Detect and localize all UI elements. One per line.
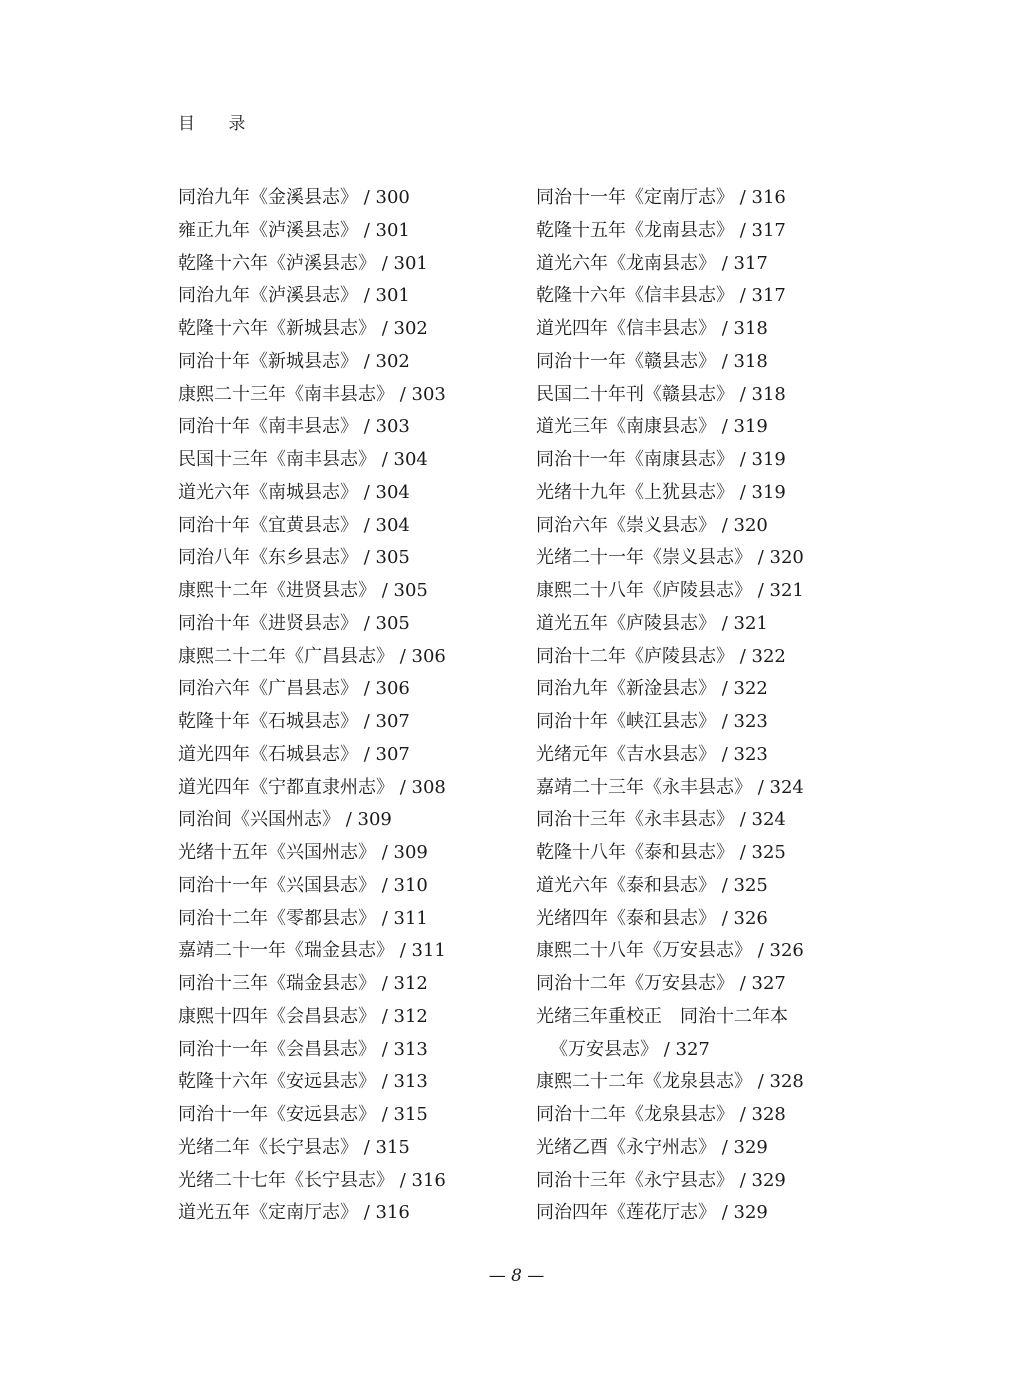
toc-entry: 同治十二年《庐陵县志》 / 322 [536,645,786,667]
toc-left-column [178,182,446,1230]
toc-entry: 康熙十四年《会昌县志》 / 312 [178,1005,428,1027]
toc-entry: 道光六年《南城县志》 / 304 [178,481,410,503]
toc-entry: 同治间《兴国州志》 / 309 [178,809,392,831]
toc-entry: 同治九年《新淦县志》 / 322 [536,678,768,700]
toc-entry: 道光六年《泰和县志》 / 325 [536,874,768,896]
toc-entry: 同治十二年《零都县志》 / 311 [178,907,428,929]
toc-entry: 道光四年《宁都直隶州志》 / 308 [178,776,446,798]
toc-entry: 雍正九年《泸溪县志》 / 301 [178,219,410,241]
toc-entry: 民国二十年刊《赣县志》 / 318 [536,383,786,405]
toc-entry: 同治六年《广昌县志》 / 306 [178,678,410,700]
toc-entry: 乾隆十八年《泰和县志》 / 325 [536,842,786,863]
toc-entry: 同治十年《进贤县志》 / 305 [178,612,410,634]
toc-entry: 同治十年《南丰县志》 / 303 [178,416,410,438]
toc-entry: 同治十一年《安远县志》 / 315 [178,1104,428,1125]
toc-entry: 道光四年《石城县志》 / 307 [178,743,410,765]
toc-entry: 同治十三年《瑞金县志》 / 312 [178,973,428,994]
toc-entry: 道光四年《信丰县志》 / 318 [536,318,768,339]
toc-entry: 同治十一年《定南厅志》 / 316 [536,187,786,208]
toc-entry: 康熙十二年《进贤县志》 / 305 [178,580,428,601]
toc-entry: 同治八年《东乡县志》 / 305 [178,547,410,569]
toc-entry: 同治十二年《万安县志》 / 327 [536,973,786,994]
toc-entry: 乾隆十五年《龙南县志》 / 317 [536,219,786,241]
toc-entry: 光绪二十一年《崇义县志》 / 320 [536,547,804,569]
toc-entry: 光绪十九年《上犹县志》 / 319 [536,481,786,503]
toc-entry: 道光五年《庐陵县志》 / 321 [536,612,768,634]
toc-entry: 同治九年《泸溪县志》 / 301 [178,285,410,307]
toc-entry: 同治四年《莲花厅志》 / 329 [536,1202,768,1224]
toc-entry: 乾隆十六年《安远县志》 / 313 [178,1071,428,1093]
toc-right-column [536,182,804,1230]
toc-entry: 道光六年《龙南县志》 / 317 [536,252,768,274]
toc-entry: 同治十一年《赣县志》 / 318 [536,350,768,372]
toc-entry: 康熙二十二年《龙泉县志》 / 328 [536,1071,804,1093]
toc-entry: 同治十一年《会昌县志》 / 313 [178,1038,428,1060]
toc-entry: 嘉靖二十三年《永丰县志》 / 324 [536,776,804,798]
toc-entry: 康熙二十八年《庐陵县志》 / 321 [536,580,804,601]
toc-entry: 同治十一年《南康县志》 / 319 [536,449,786,470]
toc-entry: 光绪四年《泰和县志》 / 326 [536,907,768,929]
toc-entry: 同治十三年《永丰县志》 / 324 [536,809,786,831]
toc-entry: 道光五年《定南厅志》 / 316 [178,1202,410,1224]
toc-entry: 同治六年《崇义县志》 / 320 [536,514,768,536]
toc-entry: 嘉靖二十一年《瑞金县志》 / 311 [178,940,446,962]
toc-entry: 乾隆十六年《泸溪县志》 / 301 [178,252,428,274]
toc-entry: 乾隆十六年《新城县志》 / 302 [178,318,428,339]
toc-entry: 光绪十五年《兴国州志》 / 309 [178,842,428,863]
toc-entry: 康熙二十二年《广昌县志》 / 306 [178,645,446,667]
toc-entry: 民国十三年《南丰县志》 / 304 [178,449,428,470]
toc-entry: 光绪二十七年《长宁县志》 / 316 [178,1169,446,1191]
toc-entry: 乾隆十年《石城县志》 / 307 [178,711,410,732]
toc-entry: 同治十一年《兴国县志》 / 310 [178,874,428,896]
toc-entry: 道光三年《南康县志》 / 319 [536,416,768,438]
toc-entry: 同治九年《金溪县志》 / 300 [178,187,410,208]
running-header: 目 录 [178,114,260,134]
toc-entry: 光绪元年《吉水县志》 / 323 [536,743,768,765]
toc-entry: 康熙二十三年《南丰县志》 / 303 [178,383,446,405]
toc-entry: 光绪二年《长宁县志》 / 315 [178,1136,410,1158]
page-number: — 8 — [488,1266,545,1286]
toc-entry: 同治十年《宜黄县志》 / 304 [178,514,410,536]
toc-entry: 光绪三年重校正 同治十二年本 [536,1005,788,1027]
toc-entry: 同治十年《峡江县志》 / 323 [536,711,768,732]
toc-entry: 《万安县志》 / 327 [550,1038,710,1060]
toc-entry: 乾隆十六年《信丰县志》 / 317 [536,285,786,307]
toc-entry: 同治十三年《永宁县志》 / 329 [536,1169,786,1191]
toc-entry: 同治十二年《龙泉县志》 / 328 [536,1104,786,1125]
toc-entry: 同治十年《新城县志》 / 302 [178,350,410,372]
toc-entry: 康熙二十八年《万安县志》 / 326 [536,940,804,962]
toc-entry: 光绪乙酉《永宁州志》 / 329 [536,1136,768,1158]
